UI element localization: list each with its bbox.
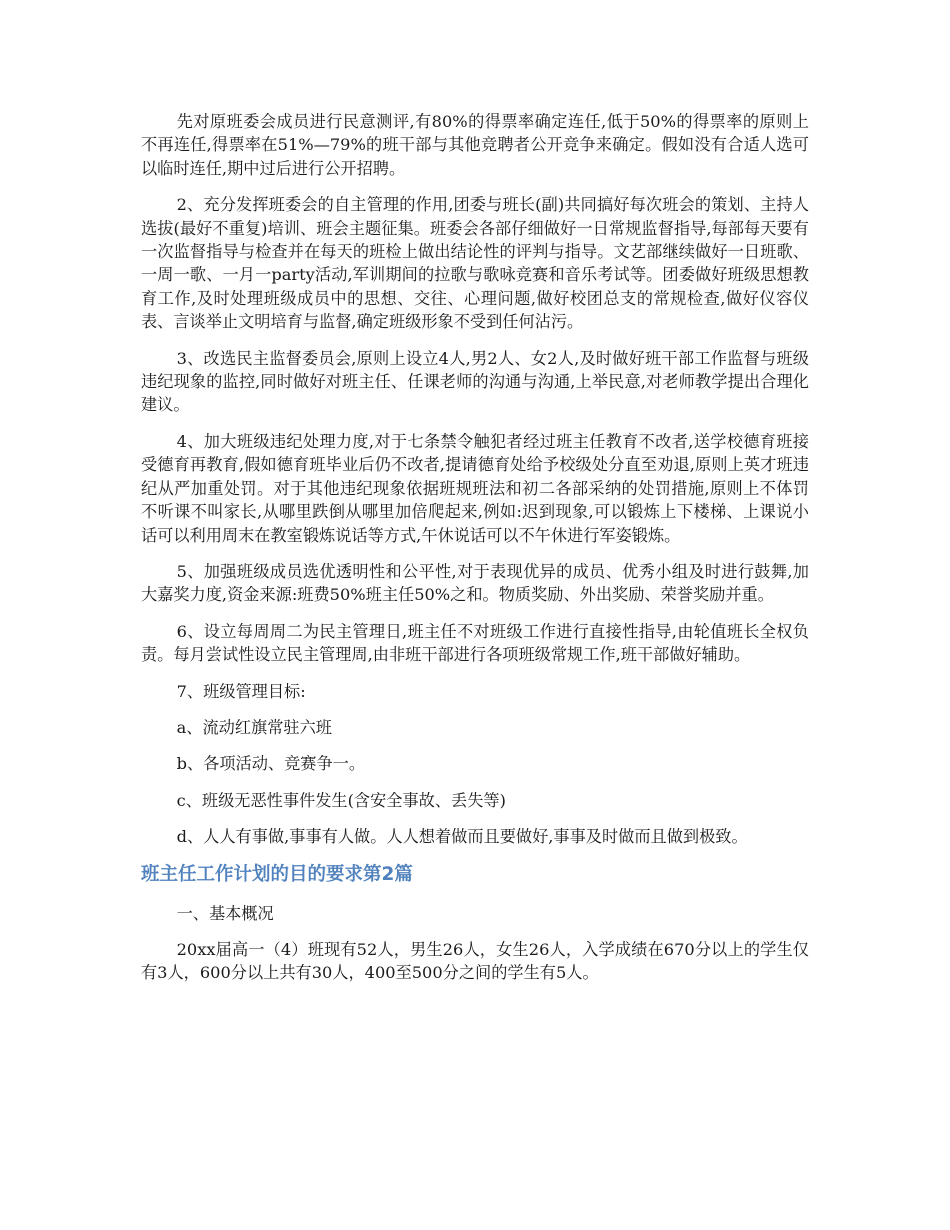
paragraph-item-3: 3、改选民主监督委员会,原则上设立4人,男2人、女2人,及时做好班干部工作监督与班级违纪现象的监控,同时做好对班主任、任课老师的沟通与沟通,上举民意,对老师教学提出合理化建议。 — [141, 348, 809, 415]
document-body — [141, 110, 809, 998]
paragraph-item-5: 5、加强班级成员选优透明性和公平性,对于表现优异的成员、优秀小组及时进行鼓舞,加大嘉奖力度,资金来源:班费50%班主任50%之和。物质奖励、外出奖励、荣誉奖励并重。 — [141, 561, 809, 605]
paragraph-overview: 20xx届高一（4）班现有52人，男生26人，女生26人，入学成绩在670分以上的学生仅有3人，600分以上共有30人，400至500分之间的学生有5人。 — [141, 939, 809, 983]
goal-item-d: d、人人有事做,事事有人做。人人想着做而且要做好,事事及时做而且做到极致。 — [176, 827, 748, 847]
paragraph-item-6: 6、设立每周周二为民主管理日,班主任不对班级工作进行直接性指导,由轮值班长全权负责。每月尝试性设立民主管理周,由非班干部进行各项班级常规工作,班干部做好辅助。 — [141, 621, 809, 665]
paragraph-item-2: 2、充分发挥班委会的自主管理的作用,团委与班长(副)共同搞好每次班会的策划、主持人选拔(最好不重复)培训、班会主题征集。班委会各部仔细做好一日常规监督指导,每部每天要有一次监督指导与检查并在每天的班检上做出结论性的评判与指导。文艺部继续做好一日班歌、一周一歌、一月一party活动,军训期间的拉歌与歌咏竞赛和音乐考试等。团委做好班级思想教育工作,及时处理班级成员中的思想、交往、心理问题,做好校团总支的常规检查,做好仪容仪表、言谈举止文明培育与监督,确定班级形象不受到任何沾污。 — [141, 195, 809, 332]
goal-item-a: a、流动红旗常驻六班 — [176, 717, 332, 737]
section-heading: 班主任工作计划的目的要求第2篇 — [141, 863, 413, 885]
paragraph-intro: 先对原班委会成员进行民意测评,有80%的得票率确定连任,低于50%的得票率的原则上不再连任,得票率在51%—79%的班干部与其他竞聘者公开竞争来确定。假如没有合适人选可以临时连任,期中过后进行公开招聘。 — [141, 112, 809, 178]
subsection-title: 一、基本概况 — [176, 903, 274, 923]
goal-item-b: b、各项活动、竞赛争一。 — [176, 754, 366, 774]
paragraph-item-4: 4、加大班级违纪处理力度,对于七条禁令触犯者经过班主任教育不改者,送学校德育班接受德育再教育,假如德育班毕业后仍不改者,提请德育处给予校级处分直至劝退,原则上英才班违纪从严加重处罚。对于其他违纪现象依据班规班法和初二各部采纳的处罚措施,原则上不体罚不听课不叫家长,从哪里跌倒从哪里加倍爬起来,例如:迟到现象,可以锻炼上下楼梯、上课说小话可以利用周末在教室锻炼说话等方式,午休说话可以不午休进行军姿锻炼。 — [141, 431, 809, 545]
goal-item-c: c、班级无恶性事件发生(含安全事故、丢失等) — [176, 790, 506, 810]
paragraph-item-7: 7、班级管理目标: — [176, 681, 306, 701]
